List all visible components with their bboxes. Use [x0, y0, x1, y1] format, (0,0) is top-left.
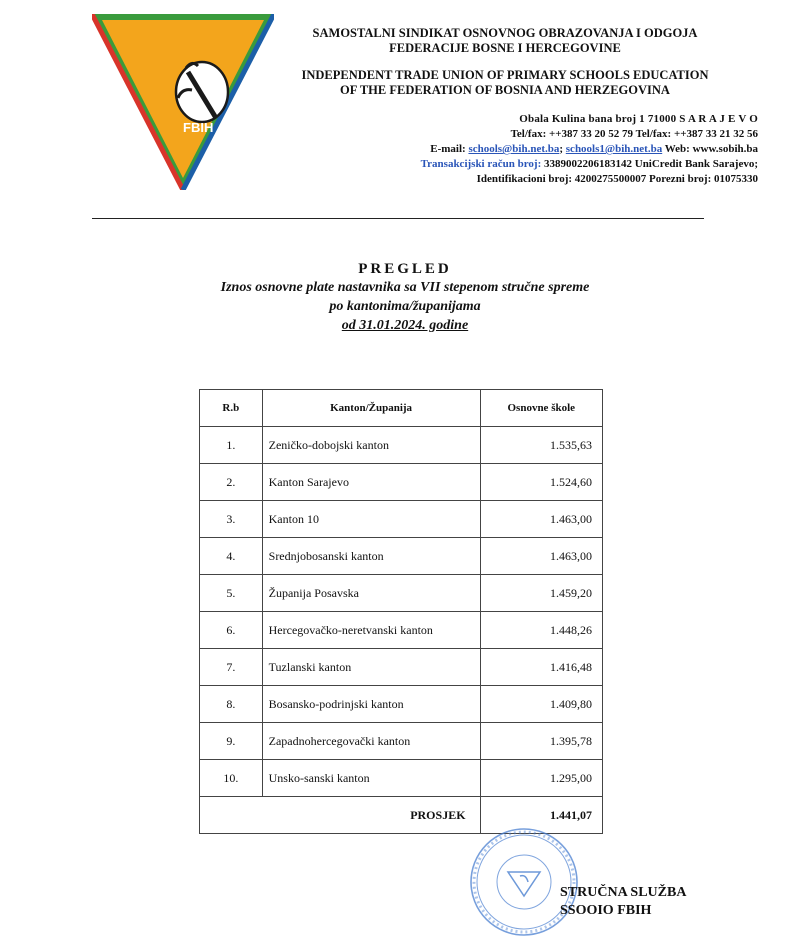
signature-line-2: SSOOIO FBIH — [560, 903, 652, 918]
org-name-bosnian: SAMOSTALNI SINDIKAT OSNOVNOG OBRAZOVANJA I ODGOJA FEDERACIJE BOSNE I HERCEGOVINE — [312, 26, 698, 55]
column-header-value: Osnovne škole — [480, 390, 602, 427]
average-label: PROSJEK — [200, 797, 481, 834]
logo-text: FBIH — [183, 120, 214, 135]
address: Obala Kulina bana broj 1 71000 S A R A J E V O — [519, 113, 758, 125]
website: Web: www.sobih.ba — [664, 143, 758, 155]
email-link-1[interactable]: schools@bih.net.ba — [468, 143, 560, 155]
average-value: 1.441,07 — [480, 797, 602, 834]
document-subtitle-2: po kantonima/županijama — [329, 299, 481, 314]
table-row: 10. Unsko-sanski kanton 1.295,00 — [200, 760, 603, 797]
table-row: 3. Kanton 10 1.463,00 — [200, 501, 603, 538]
table-row: 6. Hercegovačko-neretvanski kanton 1.448,26 — [200, 612, 603, 649]
salary-table — [199, 389, 603, 834]
table-row: 4. Srednjobosanski kanton 1.463,00 — [200, 538, 603, 575]
email-link-2[interactable]: schools1@bih.net.ba — [565, 143, 663, 155]
phone-numbers: Tel/fax: ++387 33 20 52 79 Tel/fax: ++387 33 21 32 56 — [510, 128, 758, 140]
org-name-english: INDEPENDENT TRADE UNION OF PRIMARY SCHOOLS EDUCATION OF THE FEDERATION OF BOSNIA AND HERZEGOVINA — [301, 68, 709, 97]
table-row: 2. Kanton Sarajevo 1.524,60 — [200, 464, 603, 501]
header-divider — [92, 218, 704, 219]
official-stamp — [468, 826, 580, 938]
table-row: 8. Bosansko-podrinjski kanton 1.409,80 — [200, 686, 603, 723]
signature-line-1: STRUČNA SLUŽBA — [560, 885, 687, 900]
document-subtitle-1: Iznos osnovne plate nastavnika sa VII stepenom stručne spreme — [220, 280, 590, 295]
union-logo — [92, 14, 274, 190]
column-header-canton: Kanton/Županija — [262, 390, 480, 427]
table-row: 1. Zeničko-dobojski kanton 1.535,63 — [200, 427, 603, 464]
table-row: 5. Županija Posavska 1.459,20 — [200, 575, 603, 612]
document-date: od 31.01.2024. godine — [341, 318, 469, 333]
table-header-row — [200, 390, 603, 427]
table-row: 7. Tuzlanski kanton 1.416,48 — [200, 649, 603, 686]
table-row: 9. Zapadnohercegovački kanton 1.395,78 — [200, 723, 603, 760]
document-title: PREGLED — [358, 261, 452, 277]
id-numbers: Identifikacioni broj: 4200275500007 Porezni broj: 01075330 — [476, 173, 758, 185]
bank-account: Transakcijski račun broj: 3389002206183142 UniCredit Bank Sarajevo; — [420, 158, 758, 170]
column-header-rb: R.b — [200, 390, 263, 427]
contact-line: E-mail: schools@bih.net.ba; schools1@bih.net.ba Web: www.sobih.ba — [430, 143, 758, 155]
signature-block — [560, 884, 686, 920]
